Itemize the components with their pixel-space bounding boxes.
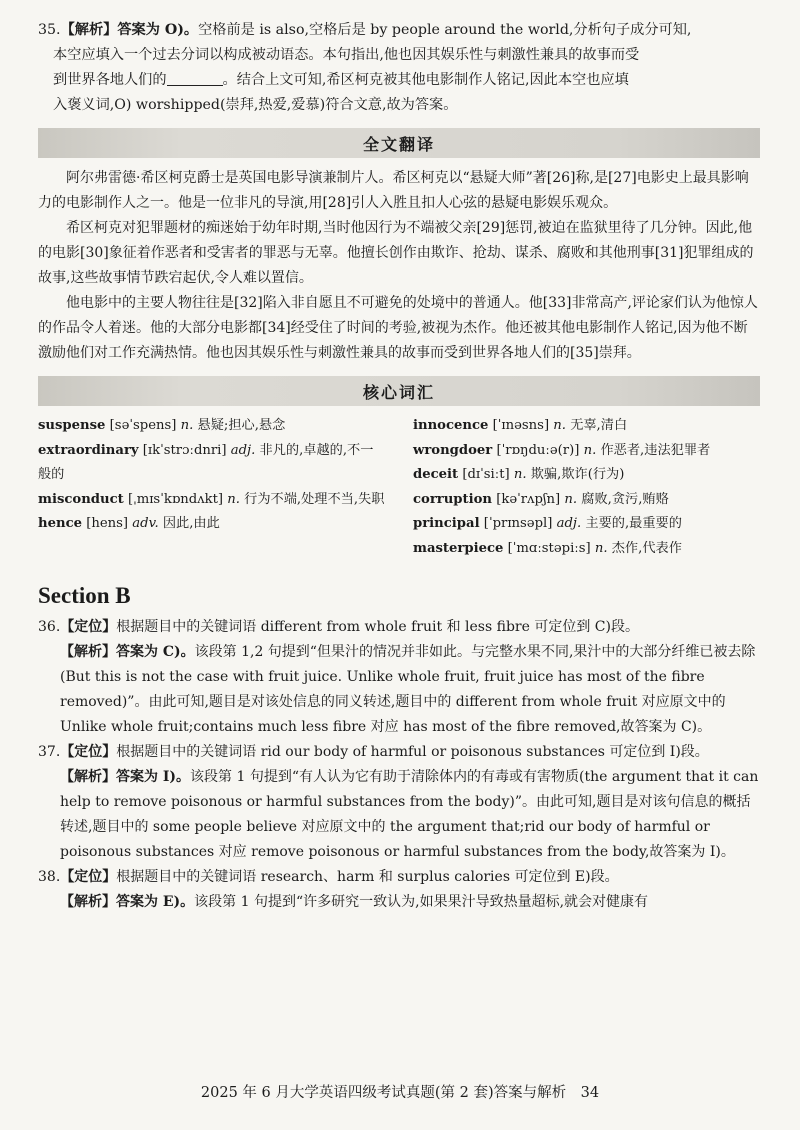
q37-analysis xyxy=(38,765,760,865)
q35-line3 xyxy=(53,68,760,93)
vocab-phonetic: [dɪˈsiːt] xyxy=(462,467,510,482)
q36-analysis-text: 该段第 1,2 句提到“但果汁的情况并非如此。与完整水果不同,果汁中的大部分纤维已被去除(But this is not the case with fruit juice. Unlike whole fruit, fruit juice has most of the fibre removed)”。由此可知,题目是对该处信息的同义转述,题目中的 different from whole fruit 对应原文中的 Unlike whole fruit;contains much less fibre 对应 has most of the fibre removed,故答案为 C)。 xyxy=(60,644,756,735)
vocab-definition: 主要的,最重要的 xyxy=(585,516,682,531)
fill-blank xyxy=(167,71,223,86)
vocab-entry xyxy=(413,463,760,488)
vocab-word: masterpiece xyxy=(413,540,504,556)
vocab-phonetic: [ˈmɑːstəpiːs] xyxy=(507,540,591,556)
vocab-pos: n. xyxy=(583,442,597,458)
vocab-word: suspense xyxy=(38,418,106,433)
translation-banner xyxy=(38,128,760,158)
q35-text4: 入褒义词,O) worshipped(崇拜,热爱,爱慕)符合文意,故为答案。 xyxy=(53,97,458,113)
q38-answer-tag: 【解析】答案为 E)。 xyxy=(60,894,195,910)
q36-number: 36. xyxy=(38,619,61,635)
q38-locate-text: 根据题目中的关键词语 research、harm 和 surplus calories 可定位到 E)段。 xyxy=(116,869,619,885)
vocab-pos: n. xyxy=(180,418,194,433)
q36-answer-tag: 【解析】答案为 C)。 xyxy=(60,644,195,660)
q36-locate-text: 根据题目中的关键词语 different from whole fruit 和 less fibre 可定位到 C)段。 xyxy=(116,619,639,635)
vocab-phonetic: [ˌmɪsˈkɒndʌkt] xyxy=(127,491,224,507)
vocab-definition: 作恶者,违法犯罪者 xyxy=(600,442,711,458)
vocab-pos: adv. xyxy=(132,516,159,531)
vocab-pos: n. xyxy=(564,491,578,507)
vocab-word: deceit xyxy=(413,467,459,482)
vocab-pos: n. xyxy=(513,467,527,482)
vocab-pos: adj. xyxy=(556,516,582,531)
page-footer: 2025 年 6 月大学英语四级考试真题(第 2 套)答案与解析 34 xyxy=(200,1085,600,1101)
q37-answer-tag: 【解析】答案为 I)。 xyxy=(60,769,191,785)
vocab-pos: adj. xyxy=(230,442,256,458)
translation-paragraph-3: 他电影中的主要人物往往是[32]陷入非自愿且不可避免的处境中的普通人。他[33]非常高产,评论家们认为他惊人的作品令人着迷。他的大部分电影都[34]经受住了时间的考验,被视为杰作。他还被其他电影制作人铭记,因为他不断激励他们对工作充满热情。他也因其娱乐性与刺激性兼具的故事而受到世界各地人们的[35]崇拜。 xyxy=(38,295,758,361)
q35-continuation xyxy=(38,43,760,118)
q38-locate xyxy=(38,865,760,890)
vocab-word: wrongdoer xyxy=(413,442,493,458)
q36-analysis xyxy=(38,640,760,740)
q37-locate-tag: 【定位】 xyxy=(60,744,117,760)
q35-text1: 空格前是 is also,空格后是 by people around the world,分析句子成分可知, xyxy=(198,22,692,38)
vocab-word: innocence xyxy=(413,418,489,433)
vocab-phonetic: [ˈɪnəsns] xyxy=(492,418,550,433)
vocab-phonetic: [kəˈrʌpʃn] xyxy=(496,491,561,507)
vocab-column-left xyxy=(38,414,407,561)
vocab-entry xyxy=(38,414,385,439)
q35-text3b: 。结合上文可知,希区柯克被其他电影制作人铭记,因此本空也应填 xyxy=(222,72,629,88)
q37-number: 37. xyxy=(38,744,61,760)
vocab-entry xyxy=(413,488,760,513)
vocab-phonetic: [ɪkˈstrɔːdnri] xyxy=(142,442,227,458)
vocab-phonetic: [hens] xyxy=(86,516,129,531)
vocab-definition: 因此,由此 xyxy=(162,516,220,531)
vocab-word: misconduct xyxy=(38,491,124,507)
vocab-definition: 腐败,贪污,贿赂 xyxy=(581,491,669,507)
vocab-list xyxy=(38,414,760,561)
vocab-column-right xyxy=(407,414,760,561)
q37-analysis-text: 该段第 1 句提到“有人认为它有助于清除体内的有毒或有害物质(the argument that it can help to remove poisonous or harmful substances from the body)”。由此可知,题目是对该句信息的概括转述,题目中的 some people believe 对应原文中的 the argument that;rid our body of harmful or poisonous substances 对应 remove poisonous or harmful substances from the body,故答案为 I)。 xyxy=(60,769,759,860)
vocab-entry xyxy=(413,414,760,439)
translation-title: 全文翻译 xyxy=(362,134,435,154)
vocab-definition: 杰作,代表作 xyxy=(611,540,682,556)
translation-paragraph-1: 阿尔弗雷德·希区柯克爵士是英国电影导演兼制片人。希区柯克以“悬疑大师”著[26]称,是[27]电影史上最具影响力的电影制作人之一。他是一位非凡的导演,用[28]引人入胜且扣人心弦的悬疑电影娱乐观众。 xyxy=(38,170,749,211)
vocab-word: principal xyxy=(413,516,480,531)
vocab-pos: n. xyxy=(227,491,240,507)
q38-analysis xyxy=(38,890,760,915)
vocab-pos: n. xyxy=(594,540,608,556)
q35-text3a: 到世界各地人们的 xyxy=(53,72,167,88)
vocab-definition: 悬疑;担心,悬念 xyxy=(197,418,286,433)
q37-locate xyxy=(38,740,760,765)
q38-analysis-text: 该段第 1 句提到“许多研究一致认为,如果果汁导致热量超标,就会对健康有 xyxy=(194,894,649,910)
vocab-phonetic: [ˈprɪnsəpl] xyxy=(483,516,553,531)
vocab-word: hence xyxy=(38,516,82,531)
vocab-title: 核心词汇 xyxy=(362,382,435,402)
vocab-entry xyxy=(38,512,385,537)
q35-text2: 本空应填入一个过去分词以构成被动语态。本句指出,他也因其娱乐性与刺激性兼具的故事而受 xyxy=(53,47,640,63)
section-b-title: Section B xyxy=(38,583,131,608)
vocab-entry xyxy=(413,537,760,562)
q36-locate xyxy=(38,615,760,640)
vocab-definition: 无辜,清白 xyxy=(570,418,628,433)
translation-paragraph-2: 希区柯克对犯罪题材的痴迷始于幼年时期,当时他因行为不端被父亲[29]惩罚,被迫在监狱里待了几分钟。因此,他的电影[30]象征着作恶者和受害者的罪恶与无辜。他擅长创作由欺诈、抢劫、谋杀、腐败和其他刑事[31]犯罪组成的故事,这些故事情节跌宕起伏,令人难以置信。 xyxy=(38,220,754,286)
vocab-entry xyxy=(38,439,385,488)
vocab-definition: 非凡的,卓越的,不一般的 xyxy=(38,442,374,482)
q36-locate-tag: 【定位】 xyxy=(60,619,117,635)
vocab-banner xyxy=(38,376,760,406)
vocab-definition: 欺骗,欺诈(行为) xyxy=(530,467,625,482)
q37-locate-text: 根据题目中的关键词语 rid our body of harmful or poisonous substances 可定位到 I)段。 xyxy=(116,744,709,760)
q38-locate-tag: 【定位】 xyxy=(60,869,117,885)
vocab-entry xyxy=(38,488,385,513)
q38-number: 38. xyxy=(38,869,61,885)
vocab-phonetic: [ˈrɒŋduːə(r)] xyxy=(496,442,580,458)
vocab-phonetic: [səˈspens] xyxy=(109,418,177,433)
q35-answer-tag: 【解析】答案为 O)。 xyxy=(60,22,199,38)
q35-line1 xyxy=(38,18,760,43)
vocab-definition: 行为不端,处理不当,失职 xyxy=(244,491,385,507)
vocab-word: extraordinary xyxy=(38,442,139,458)
vocab-entry xyxy=(413,439,760,464)
vocab-entry xyxy=(413,512,760,537)
vocab-pos: n. xyxy=(553,418,566,433)
q35-number: 35. xyxy=(38,22,61,38)
vocab-word: corruption xyxy=(413,491,493,507)
